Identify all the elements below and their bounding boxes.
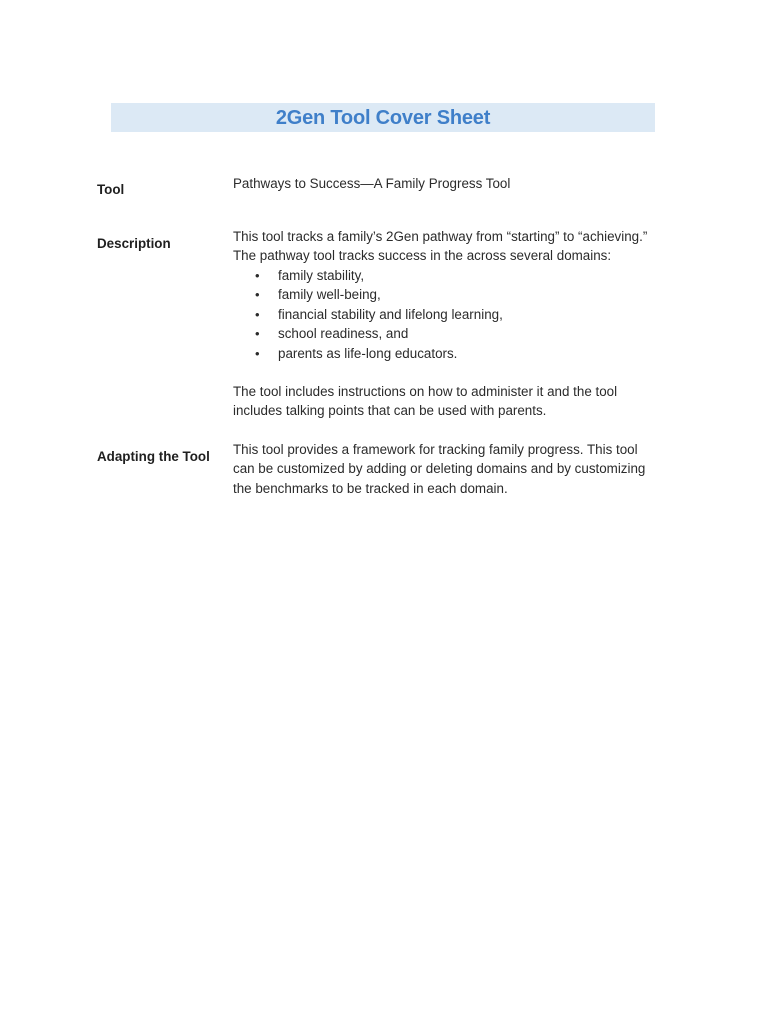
domains-list	[233, 266, 673, 364]
domain-text: financial stability and lifelong learning,	[278, 306, 503, 322]
adapting-line-3: the benchmarks to be tracked in each domain.	[233, 480, 508, 496]
domain-text: family stability,	[278, 267, 365, 283]
list-item	[233, 324, 673, 344]
list-item	[233, 285, 673, 305]
list-item	[233, 266, 673, 286]
tool-name-text: Pathways to Success—A Family Progress Tool	[233, 176, 511, 191]
bullet-icon: •	[255, 267, 260, 283]
bullet-icon: •	[255, 287, 260, 303]
title-band	[111, 103, 655, 132]
bullet-icon: •	[255, 326, 260, 342]
adapting-line-2: can be customized by adding or deleting domains and by customizing	[233, 461, 646, 477]
bullet-icon: •	[255, 345, 260, 361]
page-title: 2Gen Tool Cover Sheet	[275, 107, 491, 129]
instructions-line-2: includes talking points that can be used with parents.	[233, 403, 547, 419]
tool-value	[233, 174, 673, 193]
description-label: Description	[97, 236, 171, 251]
description-intro-line-1: This tool tracks a family’s 2Gen pathway from “starting” to “achieving.”	[233, 229, 648, 244]
domain-text: family well-being,	[278, 287, 381, 303]
adapting-body	[233, 440, 673, 498]
adapting-label: Adapting the Tool	[97, 449, 210, 464]
adapting-line-1: This tool provides a framework for tracking family progress. This tool	[233, 442, 638, 457]
list-item	[233, 305, 673, 325]
list-item	[233, 344, 673, 364]
bullet-icon: •	[255, 306, 260, 322]
tool-label: Tool	[97, 182, 125, 197]
description-intro-line-2: The pathway tool tracks success in the across several domains:	[233, 248, 612, 264]
domain-text: school readiness, and	[278, 326, 409, 342]
description-body	[233, 227, 673, 364]
instructions-paragraph	[233, 382, 673, 421]
instructions-line-1: The tool includes instructions on how to administer it and the tool	[233, 384, 618, 399]
domain-text: parents as life-long educators.	[278, 345, 458, 361]
